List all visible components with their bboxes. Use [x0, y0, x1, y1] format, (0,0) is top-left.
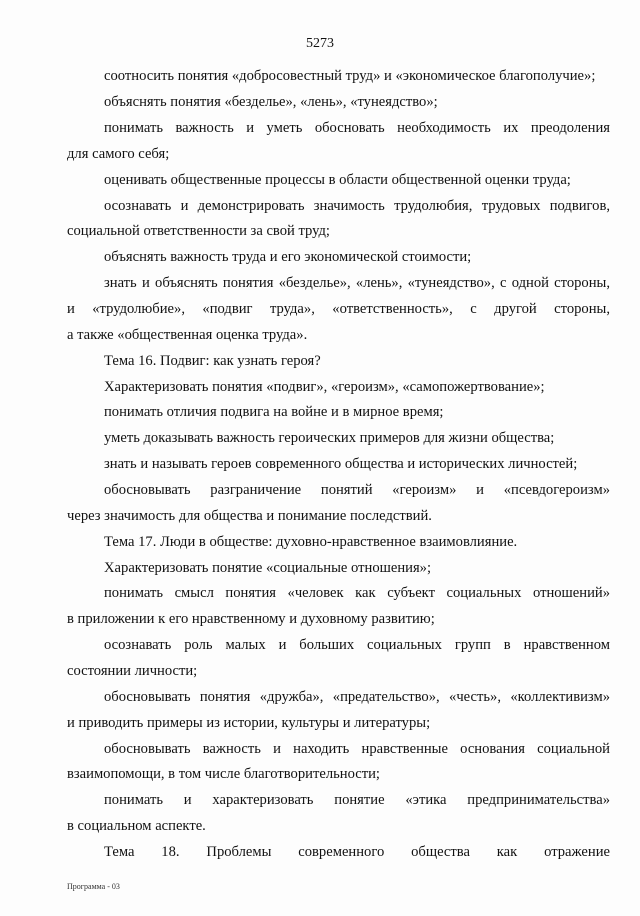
text-line: через значимость для общества и понимание последствий. [67, 508, 432, 524]
text-line: знать и называть героев современного общества и исторических личностей; [104, 456, 578, 472]
text-line: в приложении к его нравственному и духовному развитию; [67, 611, 435, 627]
section-heading: Тема 16. Подвиг: как узнать героя? [104, 353, 321, 369]
text-line: и «трудолюбие», «подвиг труда», «ответственность», с другой стороны, [67, 301, 610, 317]
text-line: осознавать роль малых и больших социальных групп в нравственном [104, 637, 610, 653]
text-line: оценивать общественные процессы в области общественной оценки труда; [104, 172, 571, 188]
text-line: Характеризовать понятия «подвиг», «героизм», «самопожертвование»; [104, 379, 545, 395]
text-line: объяснять понятия «безделье», «лень», «тунеядство»; [104, 94, 438, 110]
text-line: понимать важность и уметь обосновать необходимость их преодоления [104, 120, 610, 136]
text-line: понимать смысл понятия «человек как субъект социальных отношений» [104, 585, 610, 601]
text-line: понимать и характеризовать понятие «этика предпринимательства» [104, 792, 610, 808]
text-line: объяснять важность труда и его экономической стоимости; [104, 249, 472, 265]
text-line: соотносить понятия «добросовестный труд» и «экономическое благополучие»; [104, 68, 596, 84]
text-line: состоянии личности; [67, 663, 198, 679]
text-line: обосновывать понятия «дружба», «предательство», «честь», «коллективизм» [104, 689, 610, 705]
page-footer: Программа - 03 [67, 882, 120, 891]
text-line: и приводить примеры из истории, культуры и литературы; [67, 715, 431, 731]
section-heading: Тема 17. Люди в обществе: духовно-нравственное взаимовлияние. [104, 534, 518, 550]
text-line: для самого себя; [67, 146, 170, 162]
text-line: в социальном аспекте. [67, 818, 206, 834]
page-number: 5273 [306, 36, 334, 51]
text-line: обосновывать важность и находить нравственные основания социальной [104, 741, 610, 757]
text-line: обосновывать разграничение понятий «героизм» и «псевдогероизм» [104, 482, 610, 498]
text-line: а также «общественная оценка труда». [67, 327, 308, 343]
text-line: уметь доказывать важность героических примеров для жизни общества; [104, 430, 555, 446]
text-line: взаимопомощи, в том числе благотворительности; [67, 766, 380, 782]
section-heading: Тема 18. Проблемы современного общества как отражение [104, 844, 610, 860]
text-line: социальной ответственности за свой труд; [67, 223, 330, 239]
text-line: понимать отличия подвига на войне и в мирное время; [104, 404, 444, 420]
text-line: Характеризовать понятие «социальные отношения»; [104, 560, 432, 576]
text-line: знать и объяснять понятия «безделье», «лень», «тунеядство», с одной стороны, [104, 275, 610, 291]
text-line: осознавать и демонстрировать значимость трудолюбия, трудовых подвигов, [104, 198, 610, 214]
